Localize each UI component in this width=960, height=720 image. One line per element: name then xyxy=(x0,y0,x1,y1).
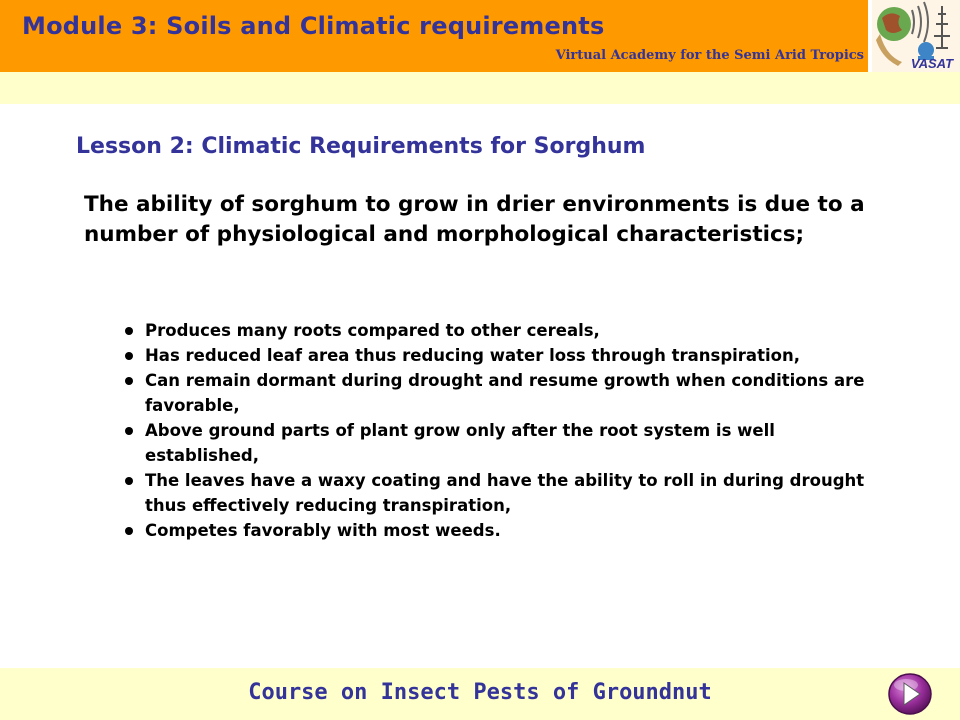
academy-name: Virtual Academy for the Semi Arid Tropics xyxy=(555,48,864,63)
bullet-dot-icon xyxy=(125,377,133,385)
list-item xyxy=(124,343,884,368)
vasat-logo xyxy=(872,0,960,72)
lesson-title: Lesson 2: Climatic Requirements for Sorghum xyxy=(76,134,646,159)
list-item-text: The leaves have a waxy coating and have the ability to roll in during drought thus effectively reducing transpiration, xyxy=(145,471,865,515)
bullet-dot-icon xyxy=(125,527,133,535)
list-item-text: Can remain dormant during drought and resume growth when conditions are favorable, xyxy=(145,371,865,415)
course-title: Course on Insect Pests of Groundnut xyxy=(248,680,712,705)
list-item xyxy=(124,368,884,418)
header-band xyxy=(0,72,960,104)
bullet-dot-icon xyxy=(125,427,133,435)
svg-text:VASAT: VASAT xyxy=(910,56,954,71)
vasat-logo-graphic xyxy=(872,0,960,72)
bullet-list xyxy=(124,318,884,543)
module-title: Module 3: Soils and Climatic requirements xyxy=(22,12,605,40)
play-arrow-icon[interactable] xyxy=(884,672,936,716)
list-item-text: Has reduced leaf area thus reducing water loss through transpiration, xyxy=(145,346,800,365)
bullet-dot-icon xyxy=(125,352,133,360)
list-item xyxy=(124,418,884,468)
list-item-text: Competes favorably with most weeds. xyxy=(145,521,501,540)
list-item-text: Above ground parts of plant grow only after the root system is well established, xyxy=(145,421,775,465)
bullet-dot-icon xyxy=(125,327,133,335)
list-item xyxy=(124,318,884,343)
list-item-text: Produces many roots compared to other cereals, xyxy=(145,321,600,340)
list-item xyxy=(124,468,884,518)
list-item xyxy=(124,518,884,543)
bullet-dot-icon xyxy=(125,477,133,485)
next-slide-button[interactable] xyxy=(884,672,936,716)
intro-paragraph: The ability of sorghum to grow in drier environments is due to a number of physiological and morphological characteristics; xyxy=(84,192,865,247)
